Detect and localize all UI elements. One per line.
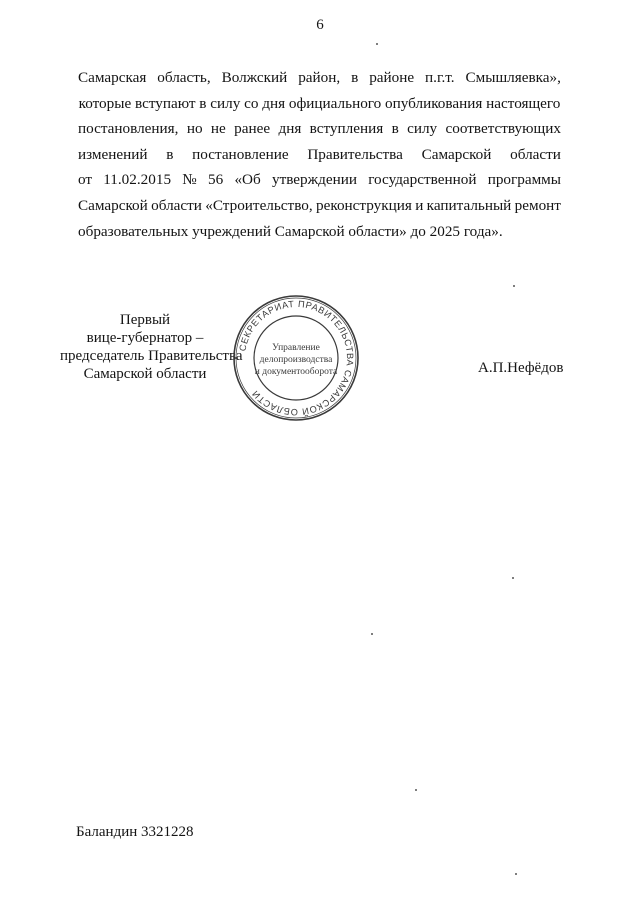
signer-name: А.П.Нефёдов [478,360,564,376]
word: от [78,171,93,189]
word: и [415,196,424,214]
seal-center-line-3: и документооборота [254,367,338,377]
word: ремонт [514,196,561,214]
paragraph-line-2: которые вступают в силу со дня официального опубликования настоящего [78,94,561,112]
scan-speck [512,577,514,579]
resolution-paragraph [78,65,561,244]
signatory-title [60,311,243,383]
scan-speck [515,873,517,875]
word: не [210,120,226,138]
word: Правительства [307,145,403,163]
word: области [510,145,561,163]
word: соответствующих [445,120,561,138]
seal-center-line-1: Управление [272,343,320,353]
signatory-title-line: вице-губернатор – [86,330,204,346]
paragraph-line-1 [78,65,561,91]
word: Волжский [221,69,288,86]
word: районе [369,69,415,86]
word: программы [487,171,561,189]
official-seal-stamp [231,293,361,423]
signatory-title-line: председатель Правительства [60,348,243,364]
word: ранее [234,120,271,138]
word: вступления [309,120,384,138]
word: изменений [78,145,148,163]
paragraph-line-4 [78,142,561,168]
word: «Строительство, [205,196,313,214]
word: постановления, [78,120,179,138]
word: в [351,69,359,86]
word: «Об [234,171,261,189]
scan-speck [371,633,373,635]
word: область, [157,69,211,86]
word: 56 [208,171,224,189]
signatory-title-line: Самарской области [83,366,207,382]
word: в [391,120,399,138]
paragraph-line-5 [78,167,561,193]
word: Самарской [421,145,492,163]
word: № [182,171,197,189]
paragraph-line-6 [78,193,561,219]
word: Самарская [78,69,147,86]
word: силу [407,120,438,138]
word: реконструкция [316,196,412,214]
seal-ring-text: СЕКРЕТАРИАТ ПРАВИТЕЛЬСТВА САМАРСКОЙ ОБЛАСТИ [237,298,356,418]
word: но [186,120,203,138]
word: постановление [192,145,289,163]
document-author-footer: Баландин 3321228 [76,824,194,840]
word: капитальный [426,196,512,214]
word: 11.02.2015 [103,171,172,189]
word: утверждении [271,171,357,189]
word: Самарской [78,196,148,214]
word: в [166,145,174,163]
page-number: 6 [316,17,324,33]
scan-speck [376,43,378,45]
word: район, [298,69,341,86]
word: дня [278,120,302,138]
paragraph-line-7: образовательных учреждений Самарской области» до 2025 года». [78,222,503,240]
word: государственной [368,171,477,189]
word: области [151,196,202,214]
paragraph-line-3 [78,116,561,142]
word: Смышляевка», [465,69,561,86]
signatory-title-line: Первый [119,312,171,328]
scan-speck [513,285,515,287]
seal-center-line-2: делопроизводства [259,355,333,365]
word: п.г.т. [425,69,455,86]
scan-speck [415,789,417,791]
